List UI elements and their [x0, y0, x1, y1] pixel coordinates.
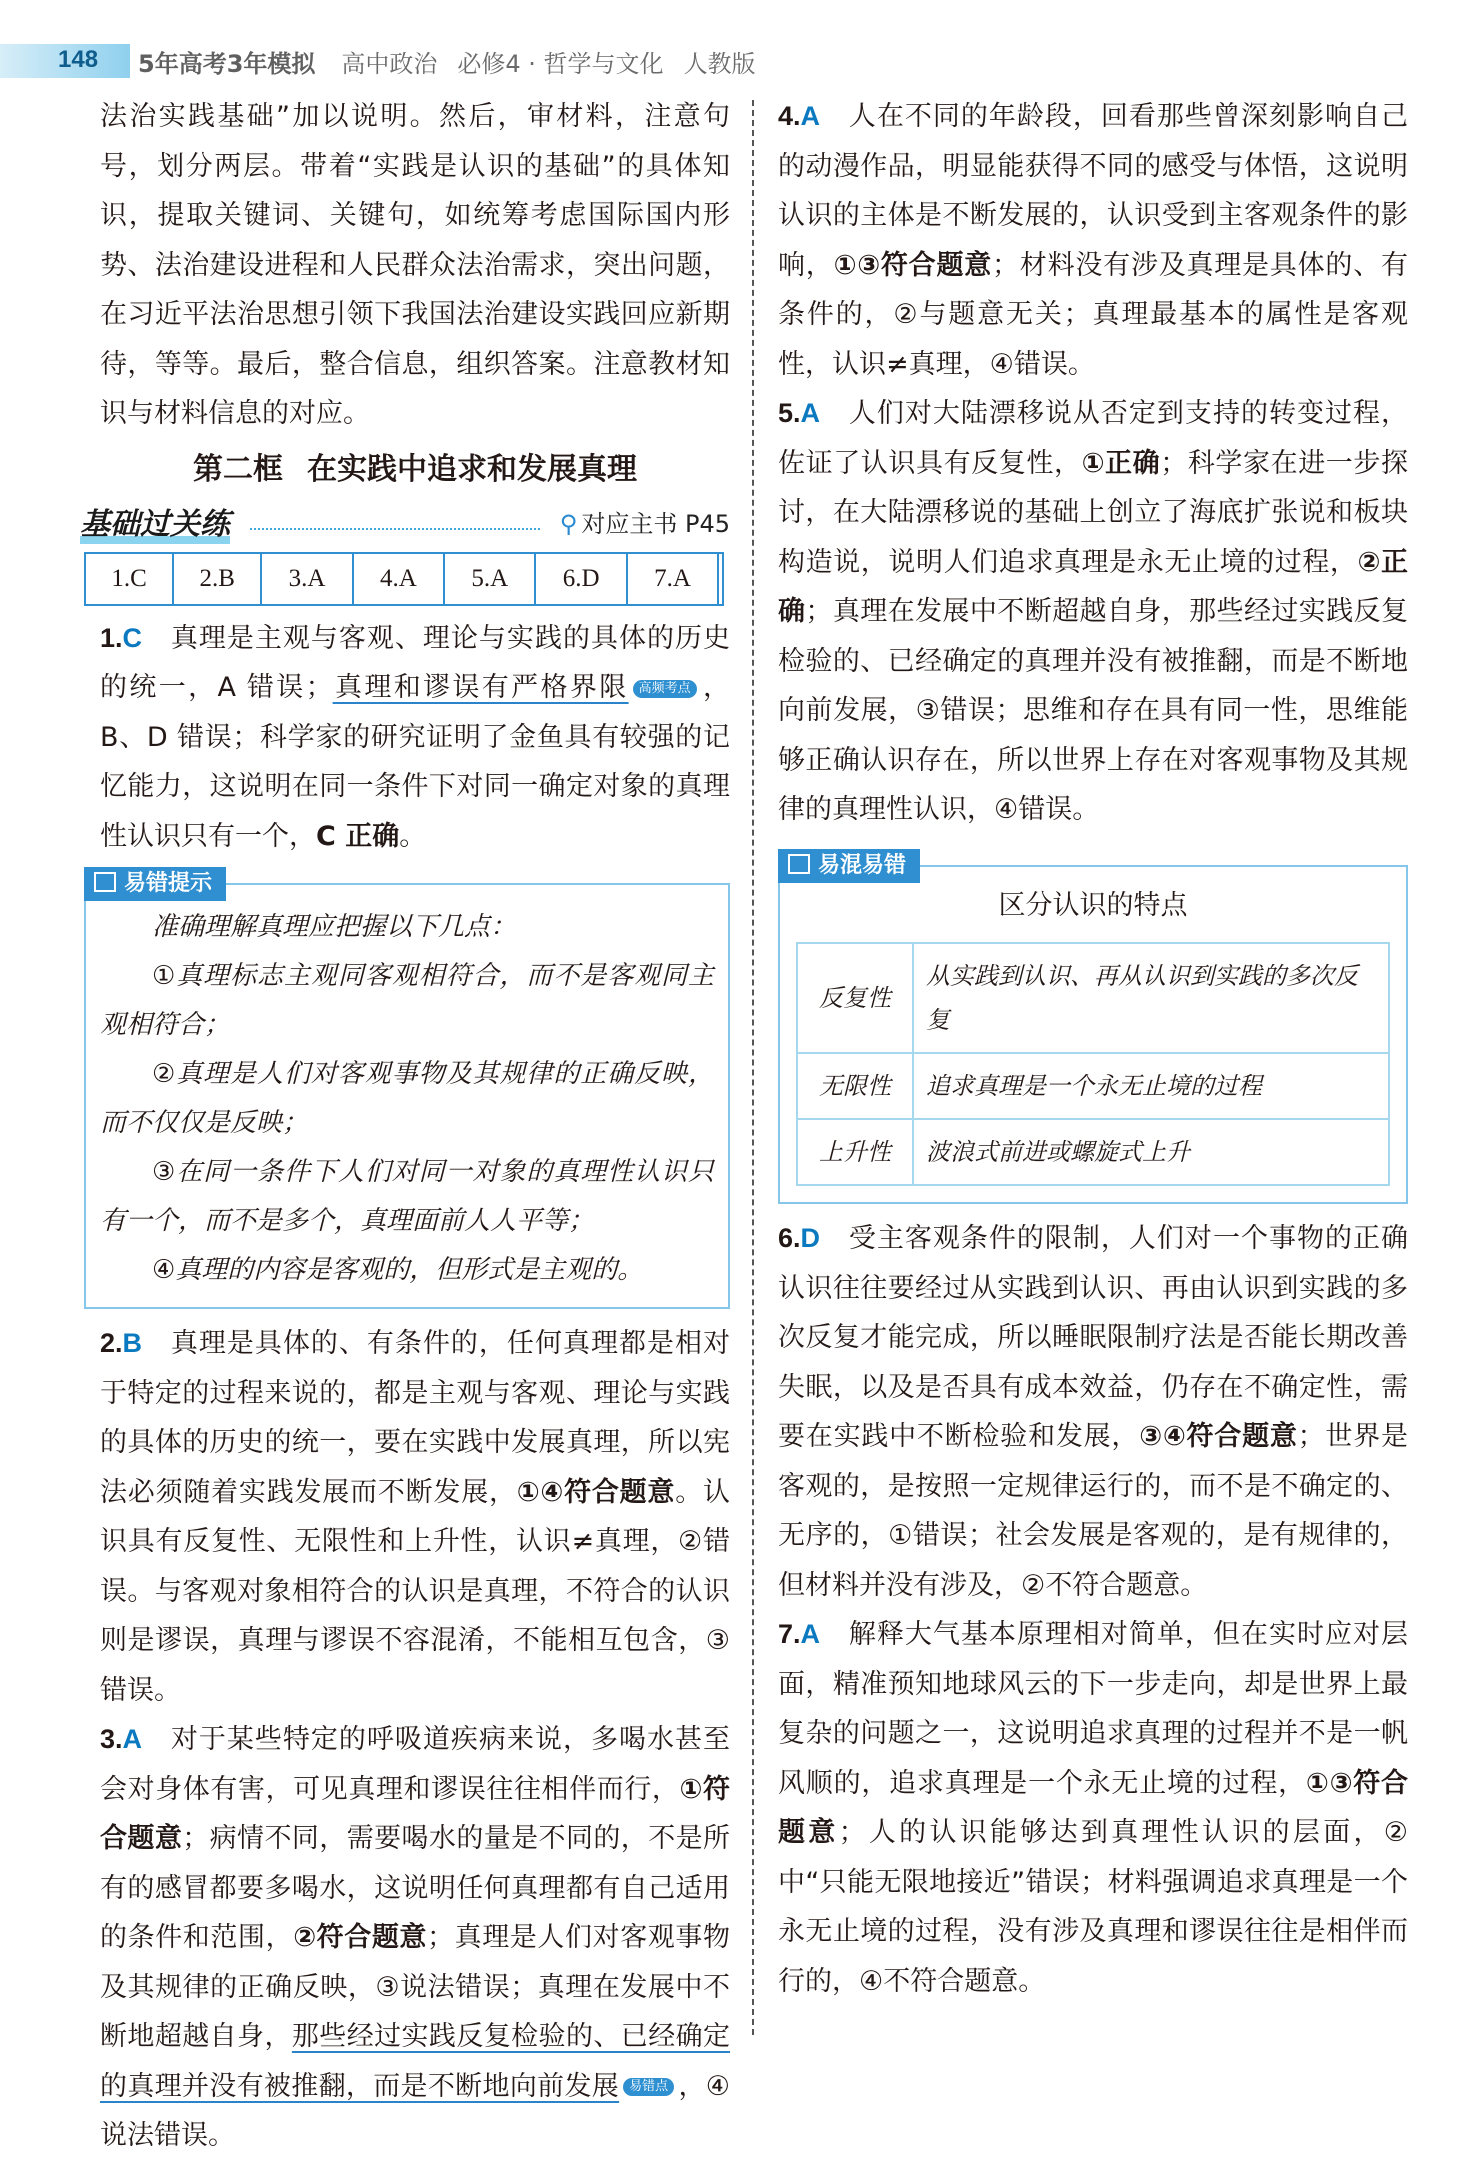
tip-line: ④真理的内容是客观的，但形式是主观的。	[152, 1255, 644, 1285]
bold-text: ③④符合题意	[1139, 1421, 1298, 1452]
answer-letter: A	[800, 398, 821, 428]
table-row	[797, 1053, 1389, 1119]
feature-desc: 追求真理是一个永无止境的过程	[913, 1053, 1389, 1119]
text: 受主客观条件的限制，人们对一个事物的正确认识往往要经过从实践到认识、再由认识到实践的多次反复才能完成，所以睡眠限制疗法是否能长期改善失眠，以及是否具有成本效益，仍存在不确定性，需要在实践中不断检验和发展，	[778, 1223, 1409, 1452]
question-2-explanation	[100, 1319, 730, 1715]
text: 人在不同的年龄段，回看那些曾深刻影响自己的动漫作品，明显能获得不同的感受与体悟，这说明认识的主体是不断发展的，认识受到主客观条件的影响，	[778, 101, 1409, 281]
error-tip-box	[84, 871, 730, 1309]
table-row	[797, 943, 1389, 1053]
question-number: 6.	[778, 1223, 801, 1253]
tip-line: ③在同一条件下人们对同一对象的真理性认识只有一个，而不是多个，真理面前人人平等；	[100, 1157, 714, 1236]
confusion-label	[778, 849, 920, 883]
answer-letter: D	[800, 1223, 821, 1253]
page-number: 148	[58, 46, 99, 73]
page-header	[0, 36, 1459, 84]
header-title	[138, 44, 776, 79]
bold-text: ①③符合题意	[778, 1767, 1408, 1848]
basic-practice-header	[80, 498, 730, 552]
text: ；真理是人们对客观事物及其规律的正确反映，③说法错误；真理在发展中不断地超越自身，	[100, 1922, 730, 2052]
text: ；世界是客观的，是按照一定规律运行的，而不是不确定的、无序的，①错误；社会发展是客观的，是有规律的，但材料并没有涉及，②不符合题意。	[778, 1421, 1408, 1601]
book-icon	[94, 872, 116, 892]
text: 对于某些特定的呼吸道疾病来说，多喝水甚至会对身体有害，可见真理和谬误往往相伴而行，	[100, 1724, 731, 1805]
question-number: 3.	[100, 1724, 123, 1754]
features-table	[796, 942, 1390, 1186]
answer-cell: 5.A	[444, 553, 535, 605]
question-number: 2.	[100, 1328, 123, 1358]
subject: 高中政治	[341, 50, 438, 78]
hot-point-tag: 高频考点	[633, 680, 697, 698]
answer-letter: A	[122, 1724, 143, 1754]
question-number: 5.	[778, 398, 801, 428]
book-name: 必修4 · 哲学与文化	[457, 50, 664, 78]
feature-name: 上升性	[797, 1119, 913, 1185]
answer-row	[85, 553, 723, 605]
bold-text: ①符合题意	[100, 1773, 730, 1854]
search-icon: ⚲	[559, 510, 578, 538]
feature-name: 无限性	[797, 1053, 913, 1119]
bold-text: ②符合题意	[293, 1922, 428, 1953]
text: 人们对大陆漂移说从否定到支持的转变过程，佐证了认识具有反复性，	[778, 398, 1409, 479]
feature-desc: 从实践到认识、再从认识到实践的多次反复	[913, 943, 1389, 1053]
question-number: 7.	[778, 1619, 801, 1649]
question-6-explanation	[778, 1214, 1408, 1610]
bold-text: ②正确	[778, 546, 1408, 627]
answer-cell: 4.A	[353, 553, 444, 605]
basic-practice-label: 基础过关练	[80, 500, 230, 550]
intro-paragraph: 法治实践基础”加以说明。然后，审材料，注意句号，划分两层。带着“实践是认识的基础”的具体知识，提取关键词、关键句，如统筹考虑国际国内形势、法治建设进程和人民群众法治需求，突出问题，在习近平法治思想引领下我国法治建设实践回应新期待，等等。最后，整合信息，组织答案。注意教材知识与材料信息的对应。	[100, 101, 730, 429]
section-number: 第二框	[193, 451, 283, 487]
text: ；病情不同，需要喝水的量是不同的，不是所有的感冒都要多喝水，这说明任何真理都有自己适用的条件和范围，	[100, 1823, 731, 1953]
right-column	[778, 92, 1408, 2006]
bold-text: ①③符合题意	[833, 249, 993, 281]
text: ；真理在发展中不断超越自身，那些经过实践反复检验的、已经确定的真理并没有被推翻，而是不断地向前发展，③错误；思维和存在具有同一性，思维能够正确认识存在，所以世界上存在对客观事物及其规律的真理性认识，④错误。	[778, 596, 1409, 825]
confusion-title: 区分认识的特点	[998, 889, 1188, 921]
answer-cell: 6.D	[535, 553, 626, 605]
column-divider	[752, 100, 754, 2035]
question-5-explanation	[778, 389, 1408, 835]
question-7-explanation	[778, 1610, 1408, 2006]
edition: 人教版	[683, 50, 756, 78]
label-text: 易错提示	[124, 871, 213, 896]
label-text: 易混易错	[818, 852, 907, 878]
text: ，④说法错误。	[100, 2070, 730, 2151]
question-1-explanation	[100, 614, 730, 862]
bold-text: C 正确	[316, 820, 400, 852]
question-number: 1.	[100, 622, 123, 653]
book-icon	[788, 854, 810, 874]
error-point-tag: 易错点	[623, 2078, 674, 2096]
question-4-explanation	[778, 92, 1408, 389]
tip-line: ①真理标志主观同客观相符合，而不是客观同主观相符合；	[100, 961, 714, 1040]
text: ，B、D 错误；科学家的研究证明了金鱼具有较强的记忆能力，这说明在同一条件下对同一确定对象的真理性认识只有一个，	[100, 672, 731, 852]
answer-letter: A	[800, 101, 821, 131]
feature-name: 反复性	[797, 943, 913, 1053]
error-tip-label	[84, 867, 226, 901]
text: 解释大气基本原理相对简单，但在实时应对层面，精准预知地球风云的下一步走向，却是世界上最复杂的问题之一，这说明追求真理的过程并不是一帆风顺的，追求真理是一个永无止境的过程，	[778, 1619, 1409, 1799]
underlined-text: 那些经过实践反复检验的、已经确定的真理并没有被推翻，而是不断地向前发展	[100, 2021, 731, 2102]
text: 真理是具体的、有条件的，任何真理都是相对于特定的过程来说的，都是主观与客观、理论与实践的具体的历史的统一，要在实践中发展真理，所以宪法必须随着实践发展而不断发展，	[100, 1328, 731, 1508]
reference-text: 对应主书 P45	[581, 510, 730, 538]
question-number: 4.	[778, 101, 801, 131]
bold-text: ①④符合题意	[516, 1476, 676, 1508]
text: ；材料没有涉及真理是具体的、有条件的，②与题意无关；真理最基本的属性是客观性，认识≠真理，④错误。	[778, 249, 1409, 380]
answer-cell: 2.B	[173, 553, 261, 605]
bold-text: ①正确	[1081, 447, 1161, 479]
table-row	[797, 1119, 1389, 1185]
text: ；人的认识能够达到真理性认识的层面，②中“只能无限地接近”错误；材料强调追求真理是一个永无止境的过程，没有涉及真理和谬误往往是相伴而行的，④不符合题意。	[778, 1817, 1408, 1997]
underlined-text: 真理和谬误有严格界限	[332, 672, 629, 703]
text: 。	[399, 820, 427, 852]
confusion-box	[778, 852, 1408, 1205]
text: 真理是主观与客观、理论与实践的具体的历史的统一，A 错误；	[100, 622, 731, 703]
left-column	[80, 92, 731, 2161]
section-name: 在实践中追求和发展真理	[307, 451, 637, 487]
feature-desc: 波浪式前进或螺旋式上升	[913, 1119, 1389, 1185]
answer-letter: A	[800, 1619, 821, 1649]
answer-letter: B	[122, 1328, 143, 1358]
series-name: 5年高考3年模拟	[138, 50, 316, 78]
question-3-explanation	[100, 1715, 730, 2161]
text: ；科学家在进一步探讨，在大陆漂移说的基础上创立了海底扩张说和板块构造说，说明人们追求真理是永无止境的过程，	[778, 447, 1408, 578]
answer-cell: 7.A	[627, 553, 718, 605]
answer-table	[84, 552, 724, 606]
answer-letter: C	[122, 622, 143, 653]
text: 。认识具有反复性、无限性和上升性，认识≠真理，②错误。与客观对象相符合的认识是真理，不符合的认识则是谬误，真理与谬误不容混淆，不能相互包含，③错误。	[100, 1476, 731, 1706]
dotted-line	[250, 528, 540, 530]
answer-cell: 1.C	[85, 553, 173, 605]
main-book-reference	[560, 500, 730, 550]
answer-cell	[718, 553, 723, 605]
section-title	[100, 445, 730, 495]
tip-line: ②真理是人们对客观事物及其规律的正确反映，而不仅仅是反映；	[100, 1059, 714, 1138]
tip-line: 准确理解真理应把握以下几点：	[152, 912, 517, 942]
answer-cell: 3.A	[261, 553, 352, 605]
